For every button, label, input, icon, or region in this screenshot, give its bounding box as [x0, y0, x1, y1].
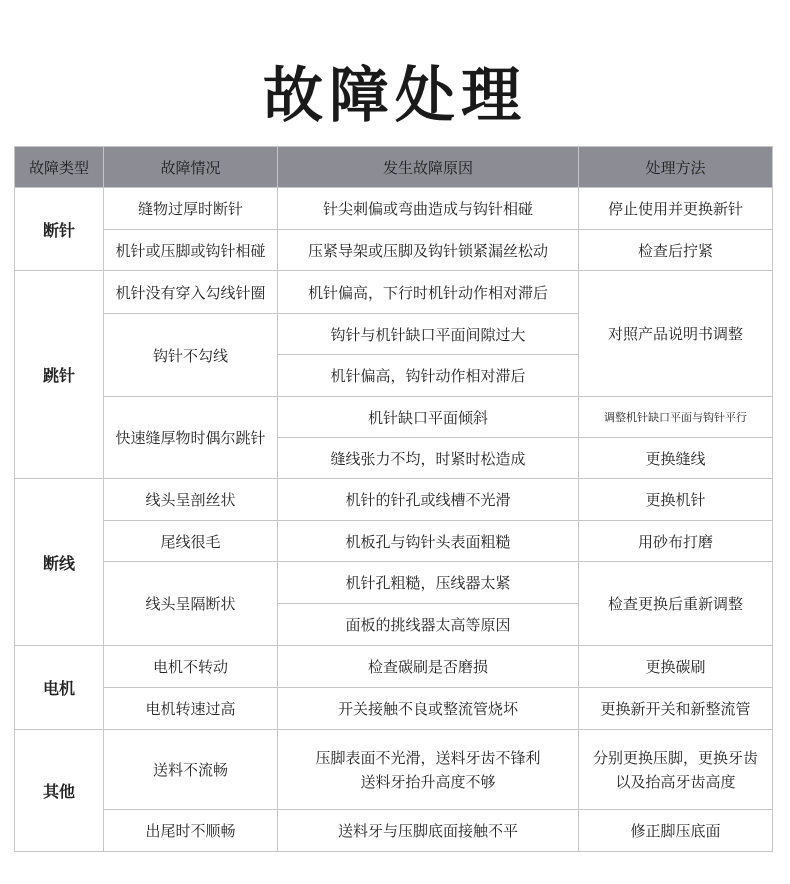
- cause-cell: [278, 730, 579, 810]
- method-cell: 用砂布打磨: [579, 521, 773, 562]
- situation-cell: 缝物过厚时断针: [104, 188, 278, 230]
- table-row: [15, 271, 773, 314]
- cause-cell: 钩针与机针缺口平面间隙过大: [278, 314, 579, 355]
- method-line: 分别更换压脚，更换牙齿: [592, 748, 758, 767]
- cause-cell: 检查碳刷是否磨损: [278, 646, 579, 688]
- table-row: [15, 562, 773, 604]
- table-row: [15, 479, 773, 521]
- table-row: [15, 397, 773, 438]
- cause-line: 送料牙抬升高度不够: [360, 772, 496, 791]
- type-cell: 跳针: [15, 271, 104, 479]
- type-cell: 断针: [15, 188, 104, 271]
- method-cell: [579, 730, 773, 810]
- method-cell: 停止使用并更换新针: [579, 188, 773, 230]
- situation-cell: 线头呈剖丝状: [104, 479, 278, 521]
- header-fault-cause: 发生故障原因: [278, 147, 579, 188]
- page-title: 故障处理: [263, 61, 527, 131]
- type-cell: 电机: [15, 646, 104, 730]
- cause-cell: 机针的针孔或线槽不光滑: [278, 479, 579, 521]
- situation-cell: 送料不流畅: [104, 730, 278, 810]
- situation-cell: 钩针不勾线: [104, 314, 278, 397]
- table-row: [15, 188, 773, 230]
- cause-cell: 针尖刺偏或弯曲造成与钩针相碰: [278, 188, 579, 230]
- table-row: [15, 521, 773, 562]
- cause-cell: 压紧导架或压脚及钩针锁紧漏丝松动: [278, 230, 579, 271]
- fault-table: [14, 146, 773, 852]
- situation-cell: 线头呈隔断状: [104, 562, 278, 646]
- header-row: [15, 147, 773, 188]
- type-cell: 其他: [15, 730, 104, 852]
- cause-cell: 机针孔粗糙，压线器太紧: [278, 562, 579, 604]
- table-row: [15, 810, 773, 852]
- method-cell: 更换机针: [579, 479, 773, 521]
- cause-cell: 送料牙与压脚底面接触不平: [278, 810, 579, 852]
- method-cell: 更换缝线: [579, 438, 773, 479]
- cause-cell: 机针缺口平面倾斜: [278, 397, 579, 438]
- method-cell: 修正脚压底面: [579, 810, 773, 852]
- cause-cell: 机板孔与钩针头表面粗糙: [278, 521, 579, 562]
- situation-cell: 出尾时不顺畅: [104, 810, 278, 852]
- table-row: [15, 646, 773, 688]
- situation-cell: 机针或压脚或钩针相碰: [104, 230, 278, 271]
- situation-cell: 快速缝厚物时偶尔跳针: [104, 397, 278, 479]
- situation-cell: 电机不转动: [104, 646, 278, 688]
- method-cell: 检查更换后重新调整: [579, 562, 773, 646]
- method-cell: 调整机针缺口平面与钩针平行: [579, 397, 773, 438]
- cause-cell: 机针偏高，下行时机针动作相对滞后: [278, 271, 579, 314]
- method-cell: 对照产品说明书调整: [579, 271, 773, 397]
- situation-cell: 尾线很毛: [104, 521, 278, 562]
- cause-cell: 开关接触不良或整流管烧坏: [278, 688, 579, 730]
- situation-cell: 电机转速过高: [104, 688, 278, 730]
- cause-cell: 机针偏高，钩针动作相对滞后: [278, 355, 579, 397]
- cause-line: 压脚表面不光滑，送料牙齿不锋利: [315, 748, 541, 767]
- situation-cell: 机针没有穿入勾线针圈: [104, 271, 278, 314]
- type-cell: 断线: [15, 479, 104, 646]
- method-cell: 更换碳刷: [579, 646, 773, 688]
- method-cell: 更换新开关和新整流管: [579, 688, 773, 730]
- cause-cell: 缝线张力不均，时紧时松造成: [278, 438, 579, 479]
- table-row: [15, 688, 773, 730]
- table-row: [15, 230, 773, 271]
- header-solution: 处理方法: [579, 147, 773, 188]
- cause-cell: 面板的挑线器太高等原因: [278, 604, 579, 646]
- method-cell: 检查后拧紧: [579, 230, 773, 271]
- header-fault-situation: 故障情况: [104, 147, 278, 188]
- table-row: [15, 730, 773, 810]
- method-line: 以及抬高牙齿高度: [615, 772, 736, 791]
- header-fault-type: 故障类型: [15, 147, 104, 188]
